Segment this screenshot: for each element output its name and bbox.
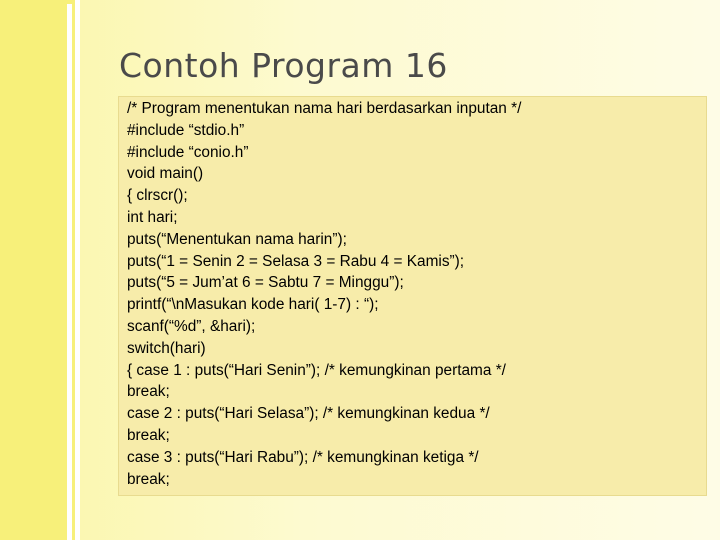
code-line: case 2 : puts(“Hari Selasa”); /* kemungkinan kedua */ (127, 405, 490, 423)
code-line: break; (127, 383, 170, 401)
code-line: { clrscr(); (127, 187, 188, 205)
code-line: scanf(“%d”, &hari); (127, 317, 256, 335)
code-line: switch(hari) (127, 339, 206, 357)
code-line: break; (127, 426, 170, 444)
code-line: break; (127, 470, 170, 488)
code-line: printf(“\nMasukan kode hari( 1-7) : “); (127, 296, 379, 314)
code-line: puts(“Menentukan nama harin”); (127, 230, 347, 248)
code-line: #include “conio.h” (127, 143, 249, 161)
slide-title: Contoh Program 16 (119, 46, 448, 85)
code-line: { case 1 : puts(“Hari Senin”); /* kemungkinan pertama */ (127, 361, 506, 379)
band-vertical-rule (72, 0, 75, 540)
code-line: case 3 : puts(“Hari Rabu”); /* kemungkinan ketiga */ (127, 448, 479, 466)
code-line: void main() (127, 165, 204, 183)
code-line: #include “stdio.h” (127, 121, 245, 139)
code-line: /* Program menentukan nama hari berdasarkan inputan */ (127, 100, 522, 117)
code-line: puts(“5 = Jum’at 6 = Sabtu 7 = Minggu”); (127, 274, 404, 292)
code-line: puts(“1 = Senin 2 = Selasa 3 = Rabu 4 = Kamis”); (127, 252, 465, 270)
code-line: int hari; (127, 208, 178, 226)
code-block (118, 96, 707, 496)
left-decorative-band (0, 0, 67, 540)
